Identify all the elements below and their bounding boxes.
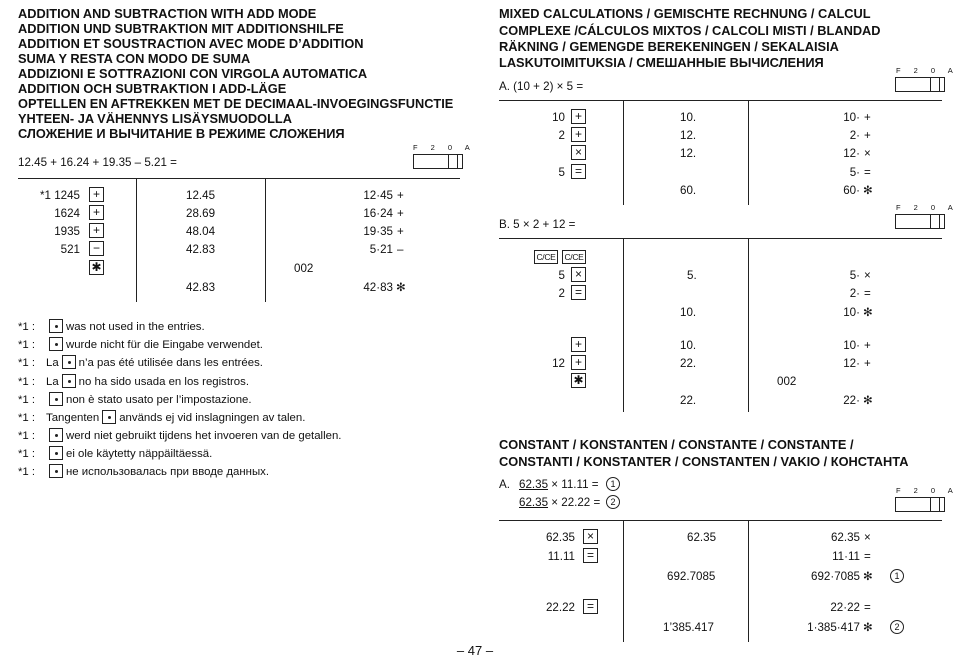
plus-key-icon: + <box>571 355 586 370</box>
footnote-mark: *1 : <box>18 412 36 424</box>
item-count: 002 <box>294 262 314 275</box>
display-value: 12. <box>680 147 697 160</box>
decimal-key-icon <box>49 428 63 442</box>
print-value: 60· <box>843 184 860 197</box>
entry-value: 1624 <box>54 207 80 220</box>
heading-line: СЛОЖЕНИЕ И ВЫЧИТАНИЕ В РЕЖИМЕ СЛОЖЕНИЯ <box>18 126 345 141</box>
print-value: 5· <box>849 269 860 282</box>
print-symbol: + <box>864 111 871 124</box>
decimal-key-icon <box>49 337 63 351</box>
heading-line: CONSTANTI / KONSTANTER / CONSTANTEN / VAKIO / КОНСТАНТА <box>499 454 909 469</box>
footnote: *1 : werd niet gebruikt tijdens het invoeren van de getallen. <box>18 430 342 442</box>
footnote-mark: *1 : <box>18 466 36 478</box>
circled-number: 1 <box>606 477 620 491</box>
display-value: 692.7085 <box>667 570 716 583</box>
multiply-key-icon: × <box>571 145 586 160</box>
plus-key-icon: + <box>89 205 104 220</box>
clear-entry-key-icon: C/CE <box>534 250 558 264</box>
heading-line: ADDITION ET SOUSTRACTION AVEC MODE D’ADDITION <box>18 36 364 51</box>
circled-number: 2 <box>890 620 904 634</box>
heading-line: COMPLEXE /CÁLCULOS MIXTOS / CALCOLI MISTI / BLANDAD <box>499 23 881 38</box>
entry-value: 5 <box>558 166 565 179</box>
display-value: 12.45 <box>186 189 216 202</box>
decimal-key-icon <box>62 374 76 388</box>
footnote: *1 : Tangenten används ej vid inslagningen av talen. <box>18 412 306 424</box>
circled-number: 2 <box>606 495 620 509</box>
mode-switch-diagram <box>895 214 945 229</box>
display-value: 10. <box>680 111 697 124</box>
equals-key-icon: = <box>571 285 586 300</box>
display-value: 62.35 <box>687 531 717 544</box>
print-value: 692·7085 <box>811 570 860 583</box>
footnote-mark: *1 : <box>18 321 36 333</box>
footnote: *1 : wurde nicht für die Eingabe verwendet. <box>18 339 263 351</box>
footnote-mark: *1 : <box>18 448 36 460</box>
print-symbol: + <box>397 207 404 220</box>
print-symbol: + <box>397 225 404 238</box>
print-value: 62.35 <box>830 531 860 544</box>
print-value: 10· <box>843 306 860 319</box>
entry-value: 10 <box>552 111 565 124</box>
heading-line: OPTELLEN EN AFTREKKEN MET DE DECIMAAL-INVOEGINGSFUNCTIE <box>18 96 454 111</box>
equation: 62.35 × 11.11 = <box>519 478 599 491</box>
print-symbol: = <box>864 550 871 563</box>
print-value: 5·21 <box>369 243 393 256</box>
equation: 62.35 × 22.22 = <box>519 496 601 509</box>
heading-line: ADDITION UND SUBTRAKTION MIT ADDITIONSHILFE <box>18 21 344 36</box>
mode-switch-diagram <box>413 154 463 169</box>
display-value: 12. <box>680 129 697 142</box>
print-value: 10· <box>843 111 860 124</box>
heading-line: LASKUTOIMITUKSIA / СМЕШАННЫЕ ВЫЧИСЛЕНИЯ <box>499 55 824 70</box>
heading-line: RÄKNING / GEMENGDE BEREKENINGEN / SEKALAISIA <box>499 39 839 54</box>
plus-key-icon: + <box>571 337 586 352</box>
total-symbol: ✻ <box>863 621 873 634</box>
print-value: 12· <box>843 357 860 370</box>
print-value: 2· <box>849 287 860 300</box>
column-divider <box>623 520 624 642</box>
print-value: 1·385·417 <box>807 621 860 634</box>
footnote: *1 : La n’a pas été utilisée dans les entrées. <box>18 357 263 369</box>
table-top-rule <box>18 178 460 179</box>
display-value: 5. <box>687 269 697 282</box>
heading-line: ADDITION AND SUBTRACTION WITH ADD MODE <box>18 6 317 21</box>
print-symbol: × <box>864 531 871 544</box>
total-symbol: ✻ <box>863 570 873 583</box>
print-value: 10· <box>843 339 860 352</box>
print-symbol: + <box>864 339 871 352</box>
print-value: 22·22 <box>830 601 860 614</box>
equation: A. (10 + 2) × 5 = <box>499 80 584 93</box>
footnote: *1 : was not used in the entries. <box>18 321 205 333</box>
print-symbol: × <box>864 269 871 282</box>
display-value: 48.04 <box>186 225 216 238</box>
table-top-rule <box>499 100 942 101</box>
display-value: 10. <box>680 339 697 352</box>
footnote: *1 : не использовалась при вводе данных. <box>18 466 269 478</box>
print-symbol: + <box>397 189 404 202</box>
footnote-mark: *1 : <box>18 376 36 388</box>
footnote: *1 : ei ole käytetty näppäiltäessä. <box>18 448 213 460</box>
plus-key-icon: + <box>89 187 104 202</box>
entry-value: 22.22 <box>545 601 575 614</box>
print-value: 19·35 <box>363 225 393 238</box>
print-symbol: + <box>864 357 871 370</box>
display-value: 60. <box>680 184 697 197</box>
heading-line: MIXED CALCULATIONS / GEMISCHTE RECHNUNG / CALCUL <box>499 6 871 21</box>
total-symbol: ✻ <box>396 281 406 294</box>
print-symbol: = <box>864 287 871 300</box>
heading-line: ADDIZIONI E SOTTRAZIONI CON VIRGOLA AUTOMATICA <box>18 66 368 81</box>
print-value: 11·11 <box>832 550 860 563</box>
entry-value: 2 <box>558 287 565 300</box>
total-key-icon: ✱ <box>89 260 104 275</box>
circled-number: 1 <box>890 569 904 583</box>
display-value: 22. <box>680 394 697 407</box>
print-symbol: – <box>397 243 404 256</box>
footnote: *1 : non è stato usato per l’impostazione. <box>18 394 252 406</box>
print-value: 12· <box>843 147 860 160</box>
entry-value: 521 <box>60 243 80 256</box>
display-value: 22. <box>680 357 697 370</box>
equation: B. 5 × 2 + 12 = <box>499 218 576 231</box>
print-symbol: = <box>864 166 871 179</box>
print-value: 22· <box>843 394 860 407</box>
heading-line: ADDITION OCH SUBTRAKTION I ADD-LÄGE <box>18 81 287 96</box>
multiply-key-icon: × <box>571 267 586 282</box>
decimal-key-icon <box>62 355 76 369</box>
display-value: 42.83 <box>186 243 216 256</box>
page-number: – 47 – <box>456 643 494 658</box>
column-divider <box>265 178 266 302</box>
decimal-key-icon <box>49 446 63 460</box>
mode-switch-diagram <box>895 77 945 92</box>
switch-label: F 2 0 A <box>413 143 476 152</box>
print-value: 2· <box>849 129 860 142</box>
column-divider <box>136 178 137 302</box>
display-value: 28.69 <box>186 207 216 220</box>
switch-label: F 2 0 A <box>896 203 958 212</box>
entry-value: *1 1245 <box>40 189 80 202</box>
print-value: 12·45 <box>363 189 393 202</box>
multiply-key-icon: × <box>583 529 598 544</box>
switch-label: F 2 0 A <box>896 66 958 75</box>
display-value: 42.83 <box>186 281 216 294</box>
heading-line: CONSTANT / KONSTANTEN / CONSTANTE / CONSTANTE / <box>499 437 854 452</box>
column-divider <box>748 238 749 412</box>
total-symbol: ✻ <box>863 184 873 197</box>
entry-value: 12 <box>552 357 565 370</box>
column-divider <box>748 100 749 205</box>
equals-key-icon: = <box>583 548 598 563</box>
clear-entry-key-icon: C/CE <box>562 250 586 264</box>
item-count: 002 <box>777 375 797 388</box>
heading-line: YHTEEN- JA VÄHENNYS LISÄYSMUODOLLA <box>18 111 292 126</box>
decimal-key-icon <box>49 319 63 333</box>
footnote-mark: *1 : <box>18 430 36 442</box>
footnote-mark: *1 : <box>18 394 36 406</box>
plus-key-icon: + <box>89 223 104 238</box>
equation: 12.45 + 16.24 + 19.35 – 5.21 = <box>18 156 177 169</box>
display-value: 10. <box>680 306 697 319</box>
entry-value: 11.11 <box>547 550 575 563</box>
equation-prefix: A. <box>499 478 510 491</box>
total-symbol: ✻ <box>863 394 873 407</box>
print-symbol: + <box>864 129 871 142</box>
display-value: 1’385.417 <box>663 621 714 634</box>
column-divider <box>623 100 624 205</box>
entry-value: 1935 <box>54 225 80 238</box>
decimal-key-icon <box>49 392 63 406</box>
print-value: 5· <box>849 166 860 179</box>
plus-key-icon: + <box>571 127 586 142</box>
total-key-icon: ✱ <box>571 373 586 388</box>
equals-key-icon: = <box>583 599 598 614</box>
total-symbol: ✻ <box>863 306 873 319</box>
mode-switch-diagram <box>895 497 945 512</box>
equals-key-icon: = <box>571 164 586 179</box>
print-value: 16·24 <box>363 207 393 220</box>
footnote: *1 : La no ha sido usada en los registros. <box>18 376 250 388</box>
footnote-mark: *1 : <box>18 339 36 351</box>
minus-key-icon: − <box>89 241 104 256</box>
decimal-key-icon <box>49 464 63 478</box>
column-divider <box>623 238 624 412</box>
column-divider <box>748 520 749 642</box>
table-top-rule <box>499 238 942 239</box>
table-top-rule <box>499 520 942 521</box>
entry-value: 2 <box>558 129 565 142</box>
print-value: 42·83 <box>363 281 393 294</box>
entry-value: 62.35 <box>545 531 575 544</box>
entry-value: 5 <box>558 269 565 282</box>
footnote-mark: *1 : <box>18 357 36 369</box>
decimal-key-icon <box>102 410 116 424</box>
print-symbol: = <box>864 601 871 614</box>
print-symbol: × <box>864 147 871 160</box>
plus-key-icon: + <box>571 109 586 124</box>
switch-label: F 2 0 A <box>896 486 958 495</box>
heading-line: SUMA Y RESTA CON MODO DE SUMA <box>18 51 251 66</box>
